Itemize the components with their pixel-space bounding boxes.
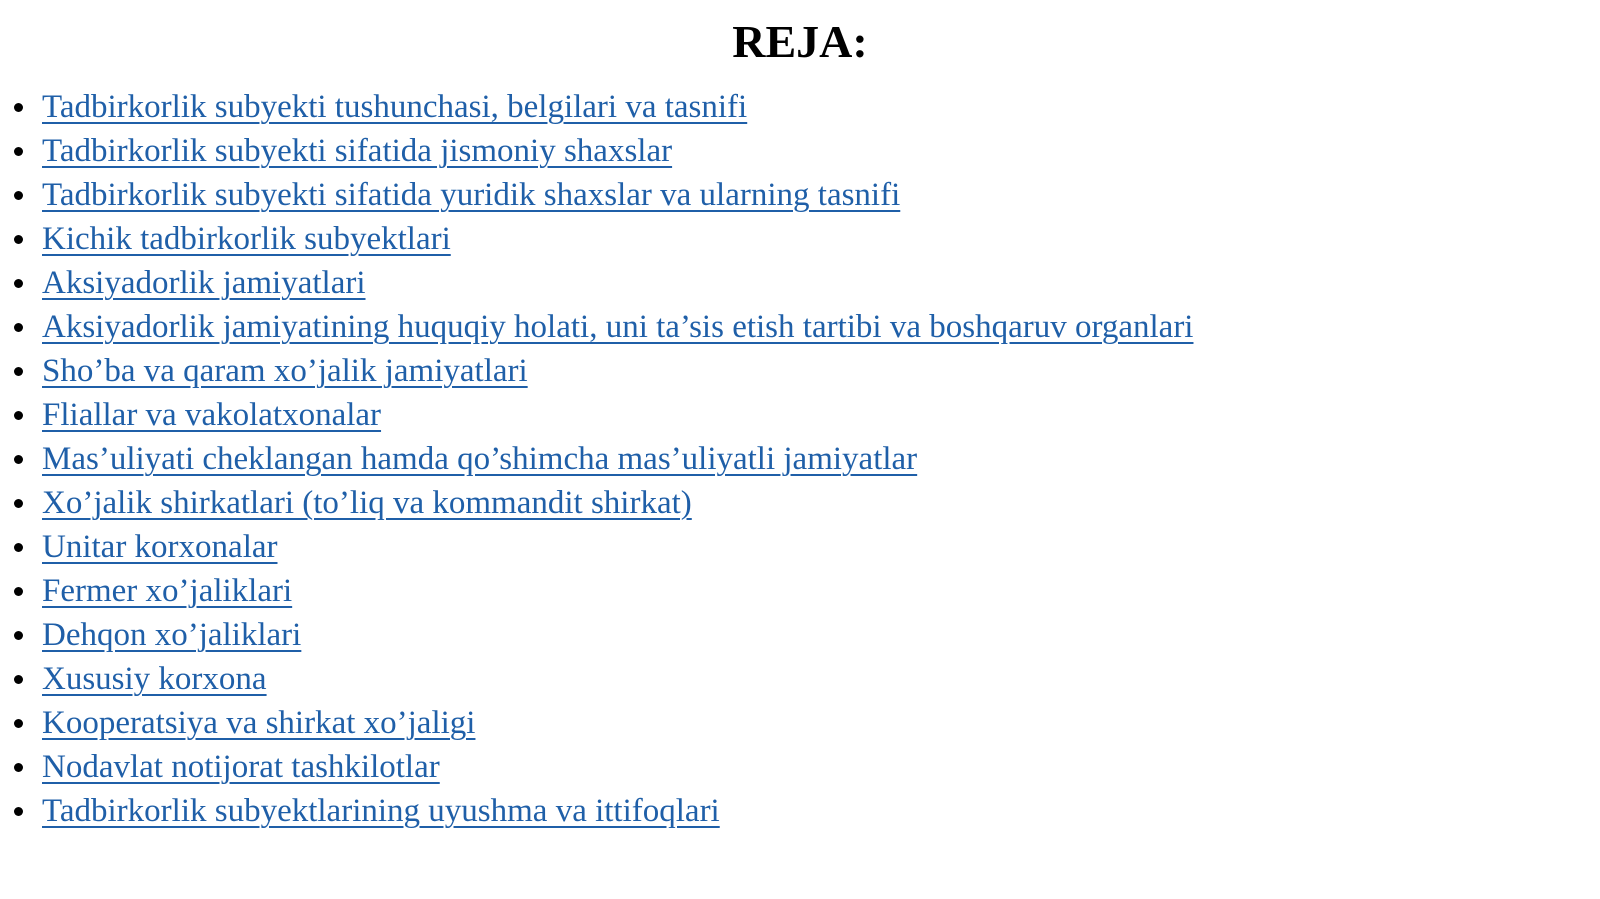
list-item: [10, 173, 1193, 217]
plan-link[interactable]: Tadbirkorlik subyekti sifatida yuridik shaxslar va ularning tasnifi: [42, 177, 901, 213]
plan-link[interactable]: Mas’uliyati cheklangan hamda qo’shimcha mas’uliyatli jamiyatlar: [42, 441, 918, 477]
bullet-icon: [14, 367, 23, 376]
plan-link[interactable]: Xo’jalik shirkatlari (to’liq va kommandit shirkat): [42, 485, 692, 521]
plan-link[interactable]: Aksiyadorlik jamiyatining huquqiy holati, uni ta’sis etish tartibi va boshqaruv organlari: [42, 309, 1194, 345]
plan-link[interactable]: Sho’ba va qaram xo’jalik jamiyatlari: [42, 353, 528, 389]
list-item: [10, 305, 1193, 349]
bullet-icon: [14, 323, 23, 332]
list-item: [10, 525, 1193, 569]
bullet-icon: [14, 719, 23, 728]
plan-link[interactable]: Tadbirkorlik subyekti tushunchasi, belgilari va tasnifi: [42, 89, 748, 125]
bullet-icon: [14, 543, 23, 552]
bullet-icon: [14, 763, 23, 772]
plan-link[interactable]: Kooperatsiya va shirkat xo’jaligi: [42, 705, 476, 741]
list-item: [10, 217, 1193, 261]
bullet-icon: [14, 279, 23, 288]
list-item: [10, 701, 1193, 745]
bullet-icon: [14, 675, 23, 684]
list-item: [10, 261, 1193, 305]
list-item: [10, 657, 1193, 701]
plan-link[interactable]: Nodavlat notijorat tashkilotlar: [42, 749, 440, 785]
page-title: REJA:: [732, 16, 868, 67]
bullet-icon: [14, 499, 23, 508]
plan-link[interactable]: Aksiyadorlik jamiyatlari: [42, 265, 366, 301]
bullet-icon: [14, 103, 23, 112]
plan-link[interactable]: Unitar korxonalar: [42, 529, 278, 565]
bullet-icon: [14, 147, 23, 156]
list-item: [10, 569, 1193, 613]
bullet-icon: [14, 455, 23, 464]
list-item: [10, 789, 1193, 833]
bullet-icon: [14, 411, 23, 420]
list-item: [10, 613, 1193, 657]
bullet-icon: [14, 587, 23, 596]
list-item: [10, 349, 1193, 393]
list-item: [10, 129, 1193, 173]
list-item: [10, 393, 1193, 437]
list-item: [10, 85, 1193, 129]
bullet-icon: [14, 807, 23, 816]
bullet-icon: [14, 631, 23, 640]
list-item: [10, 481, 1193, 525]
bullet-icon: [14, 235, 23, 244]
plan-link[interactable]: Tadbirkorlik subyekti sifatida jismoniy shaxslar: [42, 133, 673, 169]
list-item: [10, 745, 1193, 789]
plan-link[interactable]: Fliallar va vakolatxonalar: [42, 397, 382, 433]
plan-link[interactable]: Kichik tadbirkorlik subyektlari: [42, 221, 451, 257]
bullet-icon: [14, 191, 23, 200]
plan-link[interactable]: Dehqon xo’jaliklari: [42, 617, 302, 653]
plan-link[interactable]: Fermer xo’jaliklari: [42, 573, 293, 609]
list-item: [10, 437, 1193, 481]
plan-list: [10, 85, 1193, 833]
plan-link[interactable]: Xususiy korxona: [42, 661, 267, 697]
plan-link[interactable]: Tadbirkorlik subyektlarining uyushma va ittifoqlari: [42, 793, 720, 829]
